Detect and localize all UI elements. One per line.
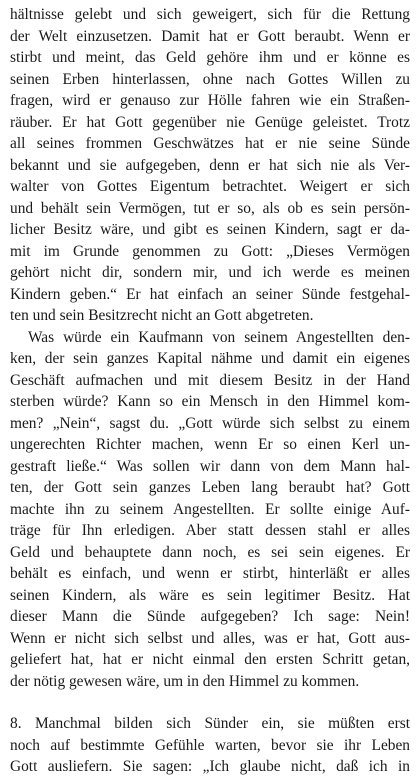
- text-line: machte ihn zu seinem Angestellten. Er sollte einige Auf-: [10, 500, 410, 518]
- text-line: Wenn er nicht sich selbst und alles, was er hat, Gott aus-: [10, 629, 410, 647]
- text-line: walter von Gottes Eigentum betrachtet. Weigert er sich: [10, 178, 410, 195]
- text-line: seinen Erben hinterlassen, ohne nach Gottes Willen zu: [10, 70, 410, 88]
- text-line: der Welt einzusetzen. Damit hat er Gott beraubt. Wenn er: [10, 27, 410, 45]
- text-line: der nötig gewesen wäre, um in den Himmel zu kommen.: [10, 672, 360, 690]
- text-line: seinen Kindern, als wäre es sein legitimer Besitz. Hat: [10, 586, 410, 604]
- text-line: Kindern geben.“ Er hat einfach an seiner Sünde festgehal-: [10, 285, 410, 303]
- text-line: ten, der Gott sein ganzes Leben lang beraubt hat? Gott: [10, 479, 410, 496]
- text-line: bekannt und sie aufgegeben, denn er hat sich nie als Ver-: [10, 156, 410, 174]
- text-line: ken, der sein ganzes Kapital nähme und damit ein eigenes: [10, 350, 410, 367]
- text-line: sterben würde? Kann so ein Mensch in den Himmel kom-: [10, 393, 410, 410]
- text-line: mit im Grunde genommen zu Gott: „Dieses Vermögen: [10, 242, 410, 260]
- paragraph-2: [10, 327, 410, 693]
- text-line: räuber. Er hat Gott gegenüber nie Genüge geleistet. Trotz: [10, 113, 410, 131]
- text-line: Gott ausliefern. Sie sagen: „Ich glaube nicht, daß ich in: [10, 758, 410, 775]
- text-line: licher Besitz wäre, und gibt es seinen Kindern, sagt er da-: [10, 221, 410, 238]
- paragraph-3: [10, 713, 410, 778]
- text-line: und behält sein Vermögen, tut er so, als ob es sein persön-: [10, 199, 410, 217]
- text-line: fragen, wird er genauso zur Hölle fahren wie ein Straßen-: [10, 92, 410, 109]
- text-line: gehört nicht dir, sondern mir, und ich werde es meinen: [10, 264, 410, 281]
- text-line: men? „Nein“, sagst du. „Gott würde sich selbst zu einem: [10, 414, 410, 432]
- text-line: geliefert hat, hat er nicht einmal den ersten Schritt getan,: [10, 651, 410, 668]
- text-line: Geld und behauptete dann noch, es sei sein eigenes. Er: [10, 543, 410, 561]
- text-line: noch auf bestimmte Gefühle warten, bevor sie ihr Leben: [10, 736, 410, 754]
- text-line: ten und sein Besitzrecht nicht an Gott abgetreten.: [10, 307, 314, 324]
- text-line: hältnisse gelebt und sich geweigert, sich für die Rettung: [10, 6, 410, 23]
- text-line: ungerechten Richter machen, wenn Er so einen Kerl un-: [10, 436, 410, 453]
- paragraph-1: [10, 4, 410, 327]
- paragraph-spacer: [10, 692, 410, 713]
- text-line: träge für Ihn erledigen. Aber statt dessen stahl er alles: [10, 522, 410, 539]
- text-line: gestraft ließe.“ Was sollen wir dann von dem Mann hal-: [10, 457, 410, 475]
- text-line: Geschäft aufmachen und mit diesem Besitz in der Hand: [10, 371, 410, 389]
- text-line: stirbt und meint, das Geld gehöre ihm und er könne es: [10, 49, 410, 66]
- text-line: 8. Manchmal bilden sich Sünder ein, sie müßten erst: [10, 715, 410, 732]
- text-line: dieser Mann die Sünde aufgegeben? Ich sage: Nein!: [10, 608, 410, 625]
- text-line: all seines frommen Geschwätzes hat er nie seine Sünde: [10, 135, 410, 152]
- text-line: behält es einfach, und wenn er stirbt, hinterläßt er alles: [10, 565, 410, 582]
- text-line: Was würde ein Kaufmann von seinem Angestellten den-: [28, 328, 410, 346]
